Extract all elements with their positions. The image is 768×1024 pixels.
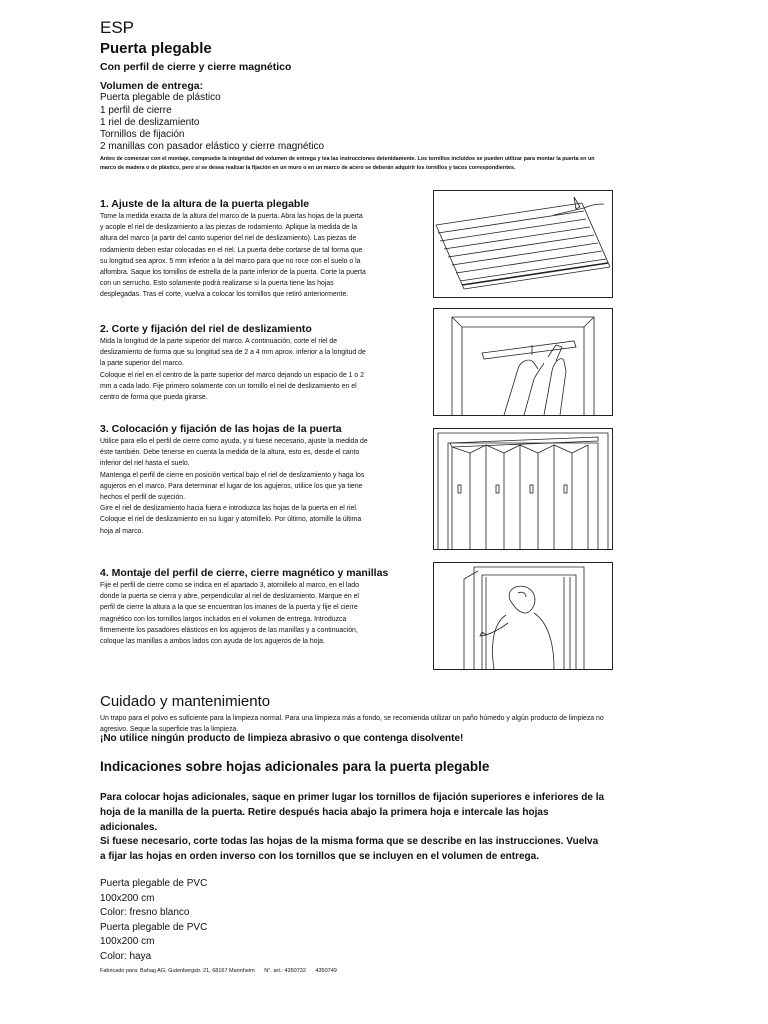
delivery-item: 2 manillas con pasador elástico y cierre magnético [100, 141, 324, 153]
delivery-item: Tornillos de fijación [100, 129, 185, 141]
step-line: Tome la medida exacta de la altura del marco de la puerta. Abra las hojas de la puerta [100, 213, 363, 220]
additional-panels-heading: Indicaciones sobre hojas adicionales para la puerta plegable [100, 759, 490, 774]
step-line: mm a cada lado. Fije primero solamente con un tornillo el riel de deslizamiento en el [100, 382, 357, 390]
step-line: desplegadas. Tras el corte, vuelva a colocar los tornillos que retiró anteriormente. [100, 291, 349, 299]
step-2-illustration [433, 308, 613, 416]
step-line: Utilice para ello el perfil de cierre como ayuda, y si fuese necesario, ajuste la medida de [100, 438, 368, 445]
step-line: y acople el riel de deslizamiento a las piezas de rodamiento. Aplique la medida de la [100, 224, 358, 232]
additional-paragraph: Si fuese necesario, corte todas las hojas de la misma forma que se describe en las instrucciones. Vuelva a fijar las hojas en orden inverso con los tornillos que se incluyen en el volumen de entrega. [100, 836, 599, 863]
step-4-illustration [433, 562, 613, 670]
door-frame-drawing [438, 433, 608, 549]
product-list [100, 877, 207, 965]
door-panels-drawing [436, 203, 610, 289]
step-line: Mida la longitud de la parte superior del marco. A continuación, corte el riel de [100, 338, 338, 345]
article-number-2: 4350749 [315, 968, 337, 974]
step-line: altura del marco (a partir del canto superior del riel de deslizamiento). Las piezas de [100, 235, 357, 243]
step-body [100, 336, 405, 403]
step-line: inferior del riel hasta el suelo. [100, 460, 190, 468]
step-line: perfil de cierre la altura a la que se encuentran los imanes de la puerta y fije el cierre [100, 604, 358, 612]
delivery-item: 1 riel de deslizamiento [100, 116, 200, 128]
article-number: N°. art.: 4350732 [264, 968, 306, 974]
step-line: éste también. Debe tenerse en cuenta la medida de la altura, esto es, desde el canto [100, 449, 360, 457]
intro-notice: Antes de comenzar con el montaje, compruebe la integridad del volumen de entrega y lea las instrucciones detenidamente. Los tornillos incluidos se pueden utilizar para montar la puerta en un marco de madera o de plástico, pero si se desea realizar la fijación en un muro o en un marco de acero se deberán adquirir los tornillos y tacos correspondientes. [100, 156, 595, 171]
product-line: Puerta plegable de PVC [100, 921, 208, 933]
step-body [100, 580, 405, 647]
product-line: Color: fresno blanco [100, 907, 190, 919]
step-heading: 2. Corte y fijación del riel de deslizamiento [100, 323, 312, 335]
step-3-section [100, 423, 405, 537]
document-subtitle: Con perfil de cierre y cierre magnético [100, 61, 292, 73]
product-line: Color: haya [100, 950, 152, 962]
manufacturer-info: Fabricado para: Bahag AG, Gutenbergstr. 21, 68167 Mannheim [100, 968, 255, 974]
step-1-illustration [433, 190, 613, 298]
step-line: deslizamiento de forma que su longitud sea de 2 a 4 mm aprox. inferior a la longitud de [100, 349, 366, 357]
folding-panels-drawing [452, 445, 588, 549]
step-line: su longitud sea aprox. 5 mm inferior a la del marco para que no roce con el suelo o la [100, 257, 361, 265]
step-line: Coloque el riel en el centro de la parte superior del marco dejando un espacio de 1 o 2 [100, 371, 364, 379]
step-line: hechos el perfil de sujeción. [100, 494, 186, 502]
rail-drawing [482, 341, 576, 359]
step-line: hoja al marco. [100, 527, 144, 535]
step-line: Coloque el riel de deslizamiento en su lugar y atorníllelo. Por último, atornille la última [100, 516, 362, 524]
step-heading: 1. Ajuste de la altura de la puerta plegable [100, 198, 310, 210]
step-body [100, 436, 405, 537]
step-line: Mantenga el perfil de cierre en posición vertical bajo el riel de deslizamiento y haga los [100, 471, 365, 479]
door-frame-drawing [464, 567, 584, 669]
step-line: firmemente los pasadores elásticos en los agujeros de las manillas y a continuación, [100, 626, 358, 634]
step-line: Gire el riel de deslizamiento hacia fuera e introduzca las hojas de la puerta en el riel. [100, 505, 358, 513]
step-line: centro de forma que pueda girarse. [100, 394, 208, 402]
step-line: la parte superior del marco. [100, 360, 184, 368]
step-body [100, 211, 405, 301]
step-heading: 3. Colocación y fijación de las hojas de la puerta [100, 423, 342, 435]
product-line: Puerta plegable de PVC [100, 878, 208, 889]
step-line: rodamiento deben estar colocadas en el riel. La puerta debe cortarse de tal forma que [100, 246, 363, 254]
door-frame-drawing [452, 317, 594, 415]
care-body: Un trapo para el polvo es suficiente para la limpieza normal. Para una limpieza más a fondo, se recomienda utilizar un paño húmedo y algún producto de limpieza no agresivo. Seque la superficie tras la limpieza. [100, 715, 604, 733]
step-line: coloque las manillas a ambos lados con ayuda de los agujeros de la hoja. [100, 638, 325, 646]
step-line: agujeros en el marco. Para determinar el lugar de los agujeros, utilice los que ya tiene [100, 482, 363, 490]
product-line: 100x200 cm [100, 892, 155, 904]
step-2-section [100, 323, 405, 403]
delivery-item: 1 perfil de cierre [100, 104, 172, 116]
product-line: 100x200 cm [100, 936, 155, 948]
language-code: ESP [100, 18, 135, 37]
person-drawing [480, 586, 554, 669]
delivery-heading: Volumen de entrega: [100, 80, 204, 92]
step-line: alfombra. Saque los tornillos de estrella de la parte inferior de la puerta. Corte la puerta [100, 269, 366, 277]
care-heading: Cuidado y mantenimiento [100, 693, 271, 710]
document-title: Puerta plegable [100, 40, 212, 57]
step-3-illustration [433, 428, 613, 550]
step-line: Fije el perfil de cierre como se indica en el apartado 3, atornillelo al marco, en el lado [100, 582, 359, 589]
step-line: magnético con los tornillos largos incluidos en el volumen de entrega. Introduzca [100, 615, 347, 623]
delivery-contents [100, 80, 324, 154]
step-line: con un serrucho. Esto solamente podrá realizarse si la puerta tiene las hojas [100, 280, 334, 288]
delivery-item: Puerta plegable de plástico [100, 92, 221, 104]
care-warning: ¡No utilice ningún producto de limpieza abrasivo o que contenga disolvente! [100, 733, 464, 744]
step-line: donde la puerta se cierra y abre, perpendicular al riel de deslizamiento. Marque en el [100, 593, 359, 601]
step-1-section [100, 198, 405, 301]
footer [100, 968, 345, 974]
additional-panels-body [100, 791, 605, 865]
step-4-section [100, 567, 405, 647]
step-heading: 4. Montaje del perfil de cierre, cierre magnético y manillas [100, 567, 389, 579]
additional-paragraph: Para colocar hojas adicionales, saque en primer lugar los tornillos de fijación superiores e inferiores de la hoja de la manilla de la puerta. Retire después hacia abajo la primera hoja e intercale las hojas adicionales. [100, 792, 605, 833]
rail-drawing [450, 437, 598, 447]
